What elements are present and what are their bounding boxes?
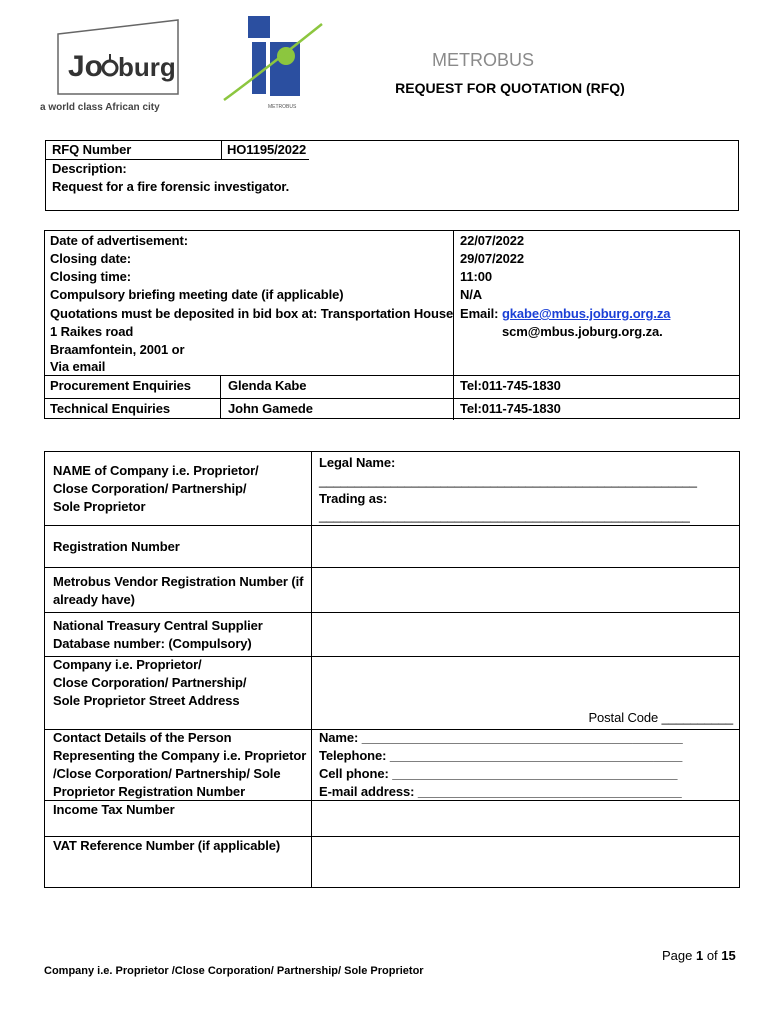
page-current: 1 — [695, 948, 704, 963]
page-prefix: Page — [662, 948, 696, 963]
contact-details-label: Contact Details of the Person — [53, 730, 232, 745]
vat-number-label: VAT Reference Number (if applicable) — [53, 838, 281, 853]
page-of: of — [703, 948, 722, 963]
procurement-label: Procurement Enquiries — [50, 378, 191, 393]
company-name-label: NAME of Company i.e. Proprietor/ — [53, 463, 259, 478]
email-secondary: scm@mbus.joburg.org.za. — [502, 324, 663, 339]
rfq-number-value: HO1195/2022 — [227, 142, 307, 157]
dates-table — [44, 230, 740, 419]
legal-name-field[interactable]: _____________________________________________________ — [319, 473, 697, 488]
joburg-logo-text2: burg — [118, 52, 176, 82]
procurement-name: Glenda Kabe — [228, 378, 307, 393]
contact-cellphone-field[interactable]: Cell phone: ________________________________________ — [319, 766, 678, 781]
metrobus-logo — [222, 12, 326, 110]
document-title: REQUEST FOR QUOTATION (RFQ) — [395, 80, 625, 96]
registration-number-label: Registration Number — [53, 539, 180, 554]
street-address-label: Company i.e. Proprietor/ — [53, 657, 202, 672]
description-label: Description: — [52, 161, 127, 176]
contact-details-label: /Close Corporation/ Partnership/ Sole — [53, 766, 281, 781]
deposit-line: Braamfontein, 2001 or — [50, 342, 185, 357]
joburg-tagline: a world class African city — [40, 102, 160, 113]
footer-text: Company i.e. Proprietor /Close Corporation/ Partnership/ Sole Proprietor — [44, 965, 424, 977]
page-number — [662, 948, 736, 963]
joburg-logo — [38, 14, 188, 116]
vendor-registration-label: Metrobus Vendor Registration Number (if — [53, 574, 304, 589]
legal-name-label: Legal Name: — [319, 455, 396, 470]
email-row — [460, 305, 670, 323]
trading-as-field[interactable]: ____________________________________________________ — [319, 508, 690, 523]
deposit-line: Quotations must be deposited in bid box at: Transportation House — [50, 306, 454, 321]
contact-email-field[interactable]: E-mail address: _____________________________________ — [319, 784, 682, 799]
contact-name-field[interactable]: Name: _____________________________________________ — [319, 730, 683, 745]
technical-label: Technical Enquiries — [50, 401, 170, 416]
treasury-label: Database number: (Compulsory) — [53, 636, 252, 651]
rfq-box — [45, 140, 739, 211]
joburg-logo-text: Jo — [68, 50, 104, 83]
closing-date-label: Closing date: — [50, 251, 132, 266]
closing-time-label: Closing time: — [50, 269, 132, 284]
technical-tel: Tel:011-745-1830 — [460, 401, 561, 416]
procurement-tel: Tel:011-745-1830 — [460, 378, 561, 393]
vendor-registration-label: already have) — [53, 592, 135, 607]
briefing-date-value: N/A — [460, 287, 483, 302]
contact-telephone-field[interactable]: Telephone: _________________________________________ — [319, 748, 683, 763]
contact-details-label: Proprietor Registration Number — [53, 784, 246, 799]
page-total: 15 — [721, 948, 736, 963]
date-advertisement-label: Date of advertisement: — [50, 233, 188, 248]
company-name-label: Close Corporation/ Partnership/ — [53, 481, 247, 496]
income-tax-label: Income Tax Number — [53, 802, 175, 817]
date-advertisement-value: 22/07/2022 — [460, 233, 525, 248]
deposit-line: 1 Raikes road — [50, 324, 134, 339]
deposit-line: Via email — [50, 359, 106, 374]
email-primary-link[interactable]: gkabe@mbus.joburg.org.za — [501, 306, 671, 321]
briefing-date-label: Compulsory briefing meeting date (if applicable) — [50, 287, 344, 302]
email-label: Email: — [460, 306, 502, 321]
trading-as-label: Trading as: — [319, 491, 388, 506]
street-address-label: Close Corporation/ Partnership/ — [53, 675, 247, 690]
rfq-number-label: RFQ Number — [52, 142, 132, 157]
contact-details-label: Representing the Company i.e. Proprietor — [53, 748, 307, 763]
treasury-label: National Treasury Central Supplier — [53, 618, 263, 633]
company-name-label: Sole Proprietor — [53, 499, 146, 514]
technical-name: John Gamede — [228, 401, 313, 416]
description-value: Request for a fire forensic investigator. — [52, 179, 290, 194]
postal-code-field[interactable]: Postal Code __________ — [588, 710, 733, 725]
street-address-label: Sole Proprietor Street Address — [53, 693, 240, 708]
closing-date-value: 29/07/2022 — [460, 251, 525, 266]
organization-name: METROBUS — [431, 50, 534, 70]
closing-time-value: 11:00 — [460, 269, 493, 284]
metrobus-logo-text: METROBUS — [268, 104, 297, 110]
company-details-table — [44, 451, 740, 888]
